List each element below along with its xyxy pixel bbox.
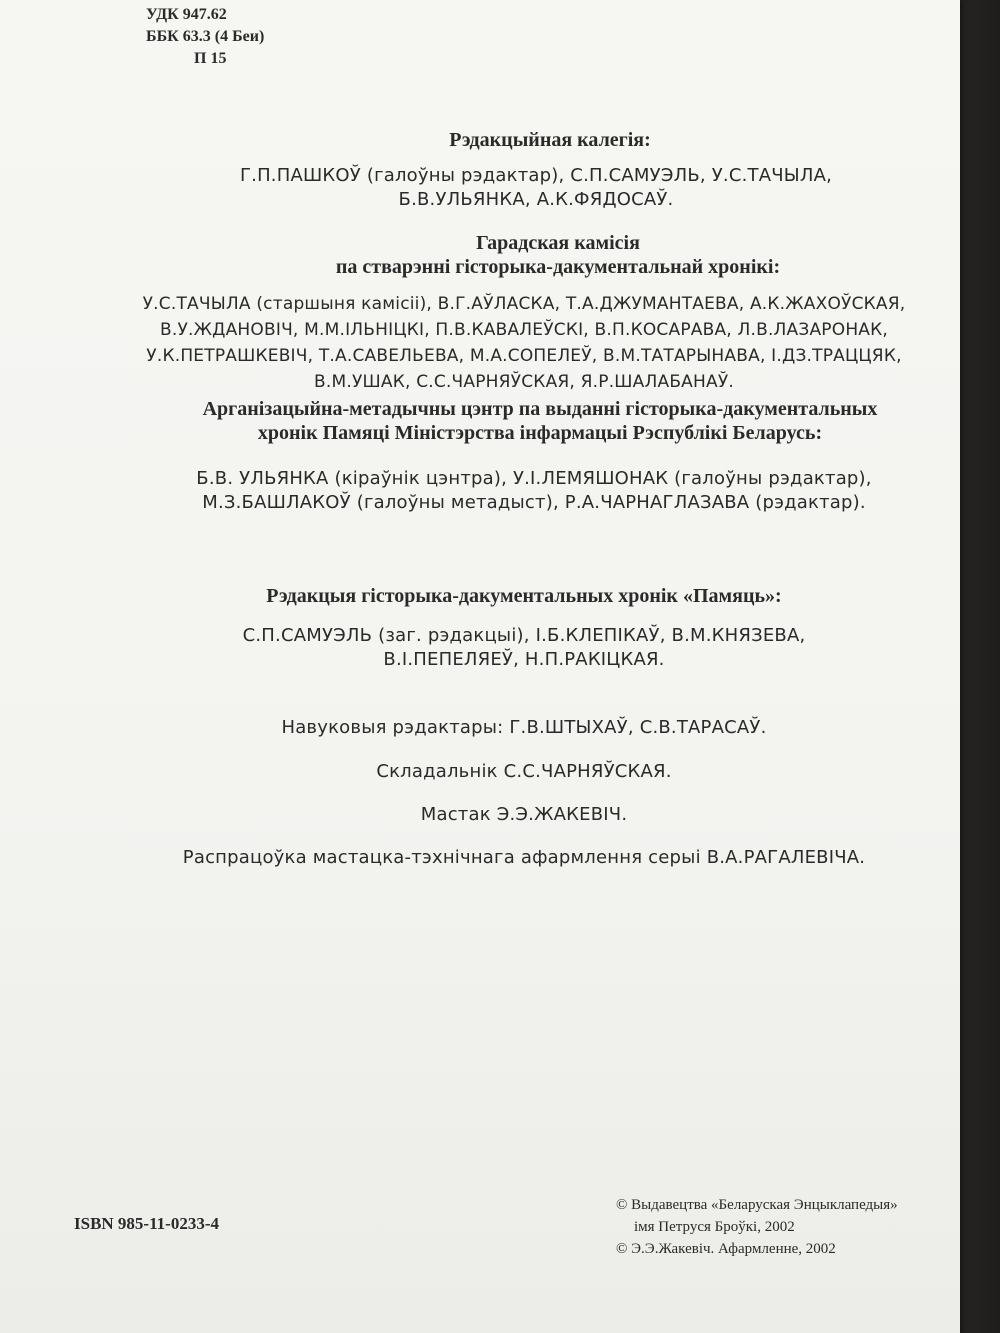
udk-code: УДК 947.62: [146, 6, 227, 23]
editorial-board-line-1: Г.П.ПАШКОЎ (галоўны рэдактар), С.П.САМУЭЛЬ, У.С.ТАЧЫЛА,: [239, 165, 833, 186]
editorial-board-members: [96, 164, 976, 212]
copyright-publisher-line-2: імя Петруся Броўкі, 2002: [634, 1219, 795, 1235]
author-mark: П 15: [194, 50, 227, 67]
method-center-line-1: Б.В. УЛЬЯНКА (кіраўнік цэнтра), У.І.ЛЕМЯШОНАК (галоўны рэдактар),: [196, 468, 872, 489]
copyright-design-line: © Э.Э.Жакевіч. Афармленне, 2002: [616, 1241, 836, 1257]
city-commission-line-3: У.К.ПЕТРАШКЕВІЧ, Т.А.САВЕЛЬЕВА, М.А.СОПЕЛЕЎ, В.М.ТАТАРЫНАВА, І.ДЗ.ТРАЦЦЯК,: [146, 346, 902, 366]
city-commission-heading-line-2: па стварэнні гісторыка-дакументальнай хронікі:: [335, 256, 781, 278]
copyright-publisher-line-1: © Выдавецтва «Беларуская Энцыклапедыя»: [616, 1197, 898, 1213]
method-center-members: [84, 467, 984, 515]
copyright-block: [616, 1194, 898, 1260]
city-commission-members: [56, 291, 992, 395]
method-center-heading-line-1: Арганізацыйна-метадычны цэнтр па выданні гісторыка-дакументальных: [202, 398, 878, 420]
artist: Мастак Э.Э.ЖАКЕВІЧ.: [420, 804, 628, 825]
classification-codes: [146, 4, 264, 70]
editorial-board-section: [120, 128, 980, 152]
city-commission-line-1: У.С.ТАЧЫЛА (старшыня камісіі), В.Г.АЎЛАСКА, Т.А.ДЖУМАНТАЕВА, А.К.ЖАХОЎСКАЯ,: [142, 294, 906, 314]
science-editors: Навуковыя рэдактары: Г.В.ШТЫХАЎ, С.В.ТАРАСАЎ.: [281, 717, 767, 738]
method-center-heading-line-2: хронік Памяці Міністэрства інфармацыі Рэспублікі Беларусь:: [257, 422, 823, 444]
chronicle-editorial-line-2: В.І.ПЕПЕЛЯЕЎ, Н.П.РАКІЦКАЯ.: [383, 649, 665, 670]
editorial-board-line-2: Б.В.УЛЬЯНКА, А.К.ФЯДОСАЎ.: [398, 189, 674, 210]
editorial-board-heading: Рэдакцыйная калегія:: [449, 129, 651, 151]
city-commission-line-4: В.М.УШАК, С.С.ЧАРНЯЎСКАЯ, Я.Р.ШАЛАБАНАЎ.: [314, 372, 734, 392]
city-commission-heading-line-1: Гарадская камісія: [476, 232, 640, 254]
design-credit: Распрацоўка мастацка-тэхнічнага афармлення серыі В.А.РАГАЛЕВІЧА.: [182, 847, 866, 868]
method-center-heading: [100, 397, 980, 445]
method-center-line-2: М.З.БАШЛАКОЎ (галоўны метадыст), Р.А.ЧАРНАГЛАЗАВА (рэдактар).: [202, 492, 866, 513]
chronicle-editorial-line-1: С.П.САМУЭЛЬ (заг. рэдакцыі), І.Б.КЛЕПІКАЎ, В.М.КНЯЗЕВА,: [242, 625, 806, 646]
city-commission-line-2: В.У.ЖДАНОВІЧ, М.М.ІЛЬНІЦКІ, П.В.КАВАЛЕЎСКІ, В.П.КОСАРАВА, Л.В.ЛАЗАРОНАК,: [159, 320, 889, 340]
bbk-code: ББК 63.3 (4 Беи): [146, 28, 265, 45]
compiler: Складальнік С.С.ЧАРНЯЎСКАЯ.: [376, 761, 672, 782]
city-commission-heading: [118, 231, 998, 279]
isbn: ISBN 985-11-0233-4: [74, 1214, 219, 1233]
chronicle-editorial-section: [84, 584, 964, 608]
chronicle-editorial-heading: Рэдакцыя гісторыка-дакументальных хронік «Памяць»:: [266, 585, 782, 607]
chronicle-editorial-members: [84, 624, 964, 672]
